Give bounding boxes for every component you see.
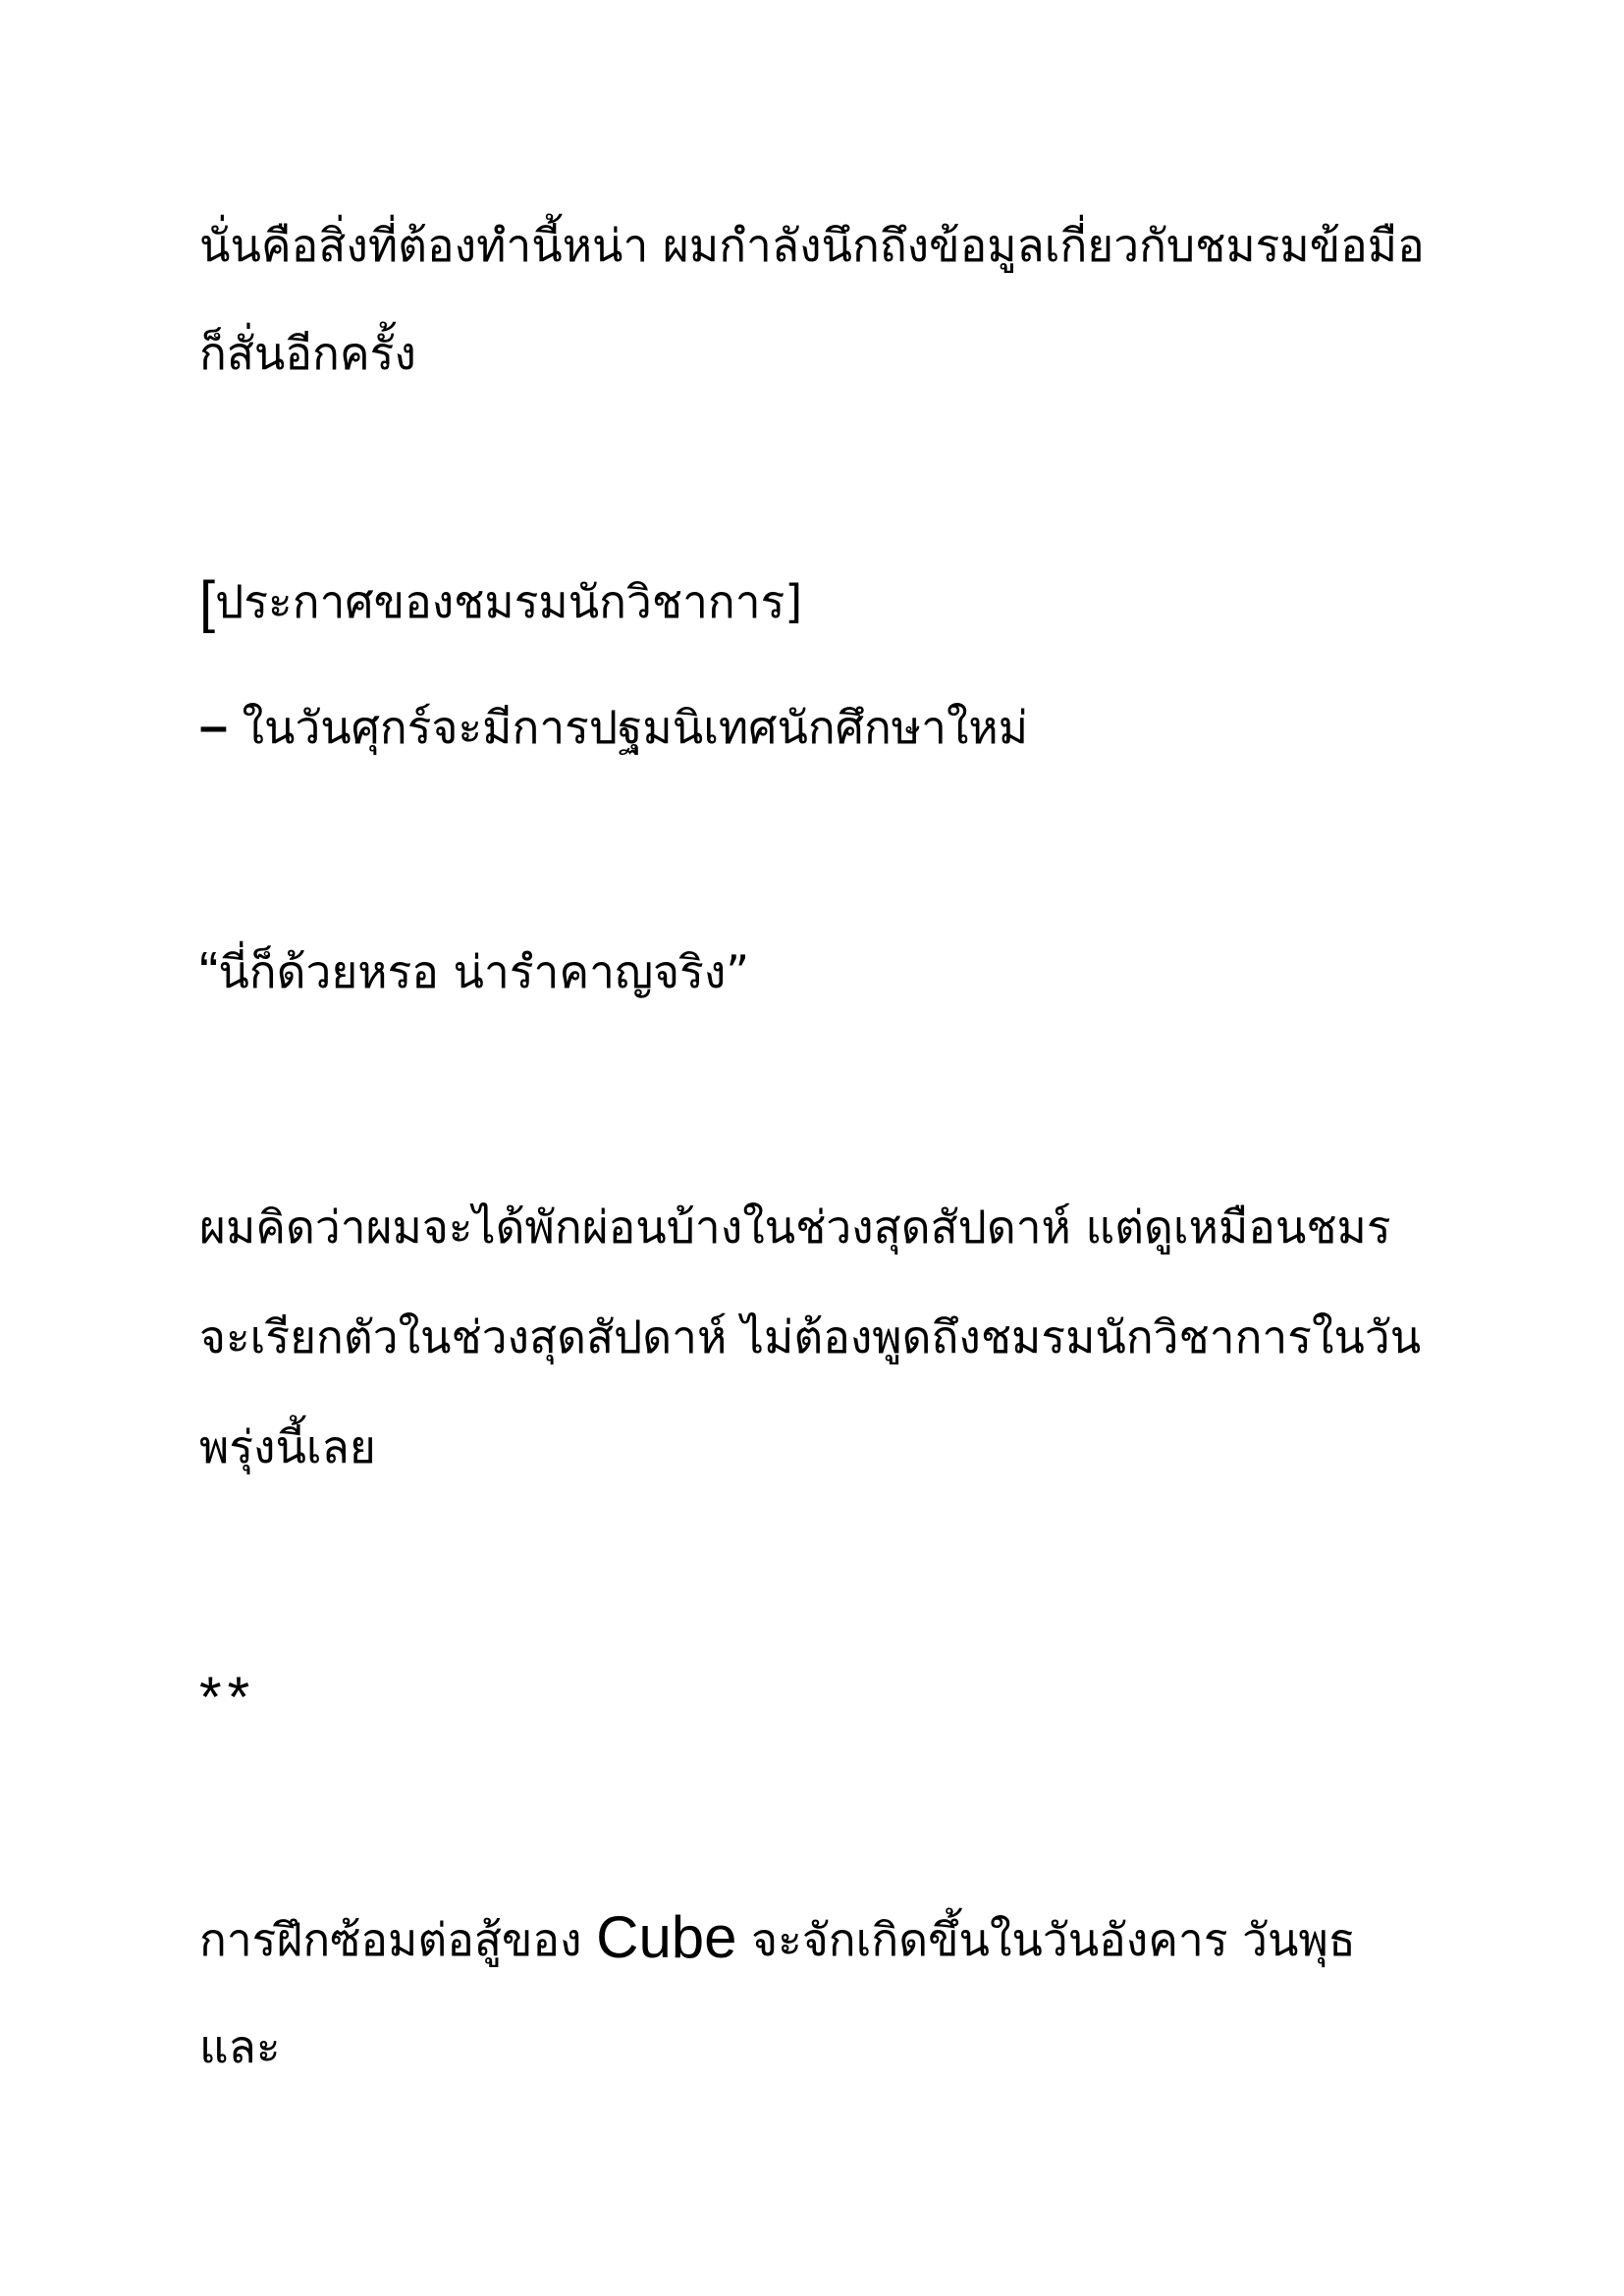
paragraph-2-line-2: จะเรียกตัวในช่วงสุดสัปดาห์ ไม่ต้องพูดถึงชมรมนักวิชาการในวัน <box>199 1310 1422 1363</box>
section-separator <box>199 1666 1447 1730</box>
paragraph-1-line-1: นั่นคือสิ่งที่ต้องทำนี้หน่า ผมกำลังนึกถึงข้อมูลเกี่ยวกับชมรมข้อมือ <box>199 219 1425 272</box>
notice-item <box>199 699 1447 755</box>
paragraph-2-line-3: พรุ่งนี้เลย <box>199 1420 376 1473</box>
paragraph-3-text-b: จะจักเกิดขึ้นในวันอังคาร วันพุธ <box>736 1913 1356 1966</box>
notice-heading <box>199 570 1447 634</box>
notice-item-text: ในวันศุกร์จะมีการปฐมนิเทศนักศึกษาใหม่ <box>227 701 1029 754</box>
notice-dash: – <box>199 698 228 755</box>
paragraph-3-text-a: การฝึกซ้อมต่อสู้ของ <box>199 1913 597 1966</box>
quote-text: นี่ก็ด้วยหรอ น่ารำคาญจริง” <box>218 945 750 998</box>
quote-line <box>199 940 1447 1004</box>
paragraph-3-line-1 <box>199 1904 1447 1970</box>
paragraph-1-line-2: ก็สั่นอีกครั้ง <box>199 327 416 380</box>
paragraph-3-line-2: และ <box>199 2020 281 2073</box>
notice-open-bracket: [ <box>199 570 216 634</box>
quote-open-mark: “ <box>199 940 219 1004</box>
separator-stars: ** <box>199 1666 256 1730</box>
cube-name: Cube <box>596 1904 737 1970</box>
notice-title: ประกาศของชมรมนักวิชาการ] <box>215 575 803 628</box>
paragraph-2-line-1: ผมคิดว่าผมจะได้พักผ่อนบ้างในช่วงสุดสัปดาห์ แต่ดูเหมือนชมร <box>199 1201 1391 1254</box>
